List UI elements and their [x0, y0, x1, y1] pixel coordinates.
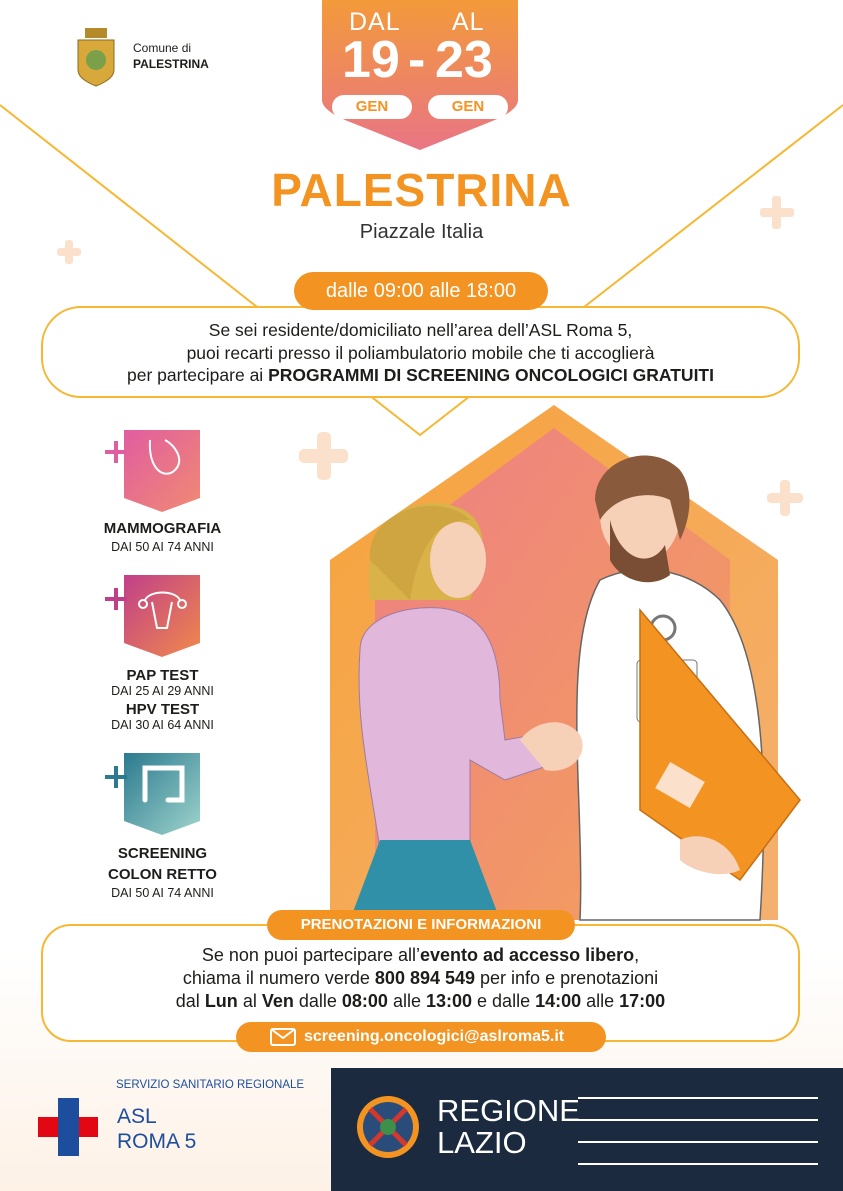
date-to-day: 23	[435, 31, 493, 89]
booking-line2-c: per info e prenotazioni	[475, 968, 659, 988]
regione-line1: REGIONE	[437, 1093, 580, 1128]
booking-line3-h: 13:00	[425, 991, 473, 1011]
booking-title: PRENOTAZIONI E INFORMAZIONI	[267, 910, 575, 940]
regione-line2: LAZIO	[437, 1125, 527, 1160]
ssr-label: SERVIZIO SANITARIO REGIONALE	[116, 1079, 305, 1091]
service-paptest-title: PAP TEST	[126, 667, 199, 684]
booking-line1	[41, 945, 800, 966]
intro-line3-prefix: per partecipare ai	[127, 365, 269, 385]
booking-line3-d: Ven	[261, 991, 294, 1011]
asl-line2: ROMA 5	[117, 1130, 197, 1153]
intro-line1: Se sei residente/domiciliato nell’area dell’ASL Roma 5,	[208, 320, 633, 340]
service-paptest-detail: DAI 25 AI 29 ANNI	[111, 684, 214, 698]
booking-line3-l: 17:00	[619, 991, 666, 1011]
booking-line1-c: ,	[634, 945, 640, 965]
comune-line1: Comune di	[133, 41, 192, 55]
email-address[interactable]: screening.oncologici@aslroma5.it	[304, 1028, 565, 1045]
email-link[interactable]	[236, 1022, 606, 1052]
toll-free-number[interactable]: 800 894 549	[374, 968, 476, 988]
booking-line3	[41, 991, 800, 1012]
booking-line3-a: dal	[175, 991, 205, 1011]
intro-box	[41, 306, 800, 398]
date-from-month: GEN	[332, 95, 412, 119]
asl-line1: ASL	[117, 1105, 157, 1128]
booking-line3-e: dalle	[293, 991, 342, 1011]
date-to-label: AL	[452, 8, 485, 36]
event-hours: dalle 09:00 alle 18:00	[294, 272, 548, 310]
service-colon-detail: DAI 50 AI 74 ANNI	[111, 886, 214, 900]
intro-line3-bold: PROGRAMMI DI SCREENING ONCOLOGICI GRATUITI	[268, 365, 714, 385]
comune-line2: PALESTRINA	[133, 57, 209, 71]
booking-line3-j: 14:00	[535, 991, 582, 1011]
comune-name	[133, 40, 209, 72]
uterus-icon	[105, 575, 200, 657]
date-from-day: 19	[342, 31, 400, 89]
date-separator: -	[408, 31, 426, 89]
date-to-month: GEN	[428, 95, 508, 119]
booking-line3-c: al	[237, 991, 262, 1011]
intro-line2: puoi recarti presso il poliambulatorio mobile che ti accoglierà	[186, 342, 655, 363]
booking-line1-b: evento ad accesso libero	[420, 945, 635, 965]
date-from-label: DAL	[349, 8, 401, 36]
booking-line3-f: 08:00	[341, 991, 388, 1011]
service-mammografia-detail: DAI 50 AI 74 ANNI	[111, 540, 214, 554]
booking-line2	[41, 968, 800, 989]
intro-line3	[43, 364, 798, 387]
service-hpvtest-title: HPV TEST	[125, 701, 200, 718]
booking-line2-a: chiama il numero verde	[182, 968, 375, 988]
booking-line3-b: Lun	[204, 991, 238, 1011]
colon-icon	[105, 753, 200, 835]
breast-icon	[105, 430, 200, 512]
event-place: Piazzale Italia	[359, 221, 484, 243]
service-colon-title: SCREENING	[117, 845, 208, 862]
service-colon-title2: COLON RETTO	[108, 866, 217, 883]
booking-line3-i: e dalle	[472, 991, 536, 1011]
event-city: PALESTRINA	[271, 164, 572, 216]
envelope-icon	[270, 1028, 296, 1046]
asl-name	[117, 1104, 196, 1154]
booking-line3-g: alle	[387, 991, 426, 1011]
service-hpvtest-detail: DAI 30 AI 64 ANNI	[111, 718, 214, 732]
comune-crest	[78, 28, 114, 86]
booking-line3-k: alle	[581, 991, 620, 1011]
regione-name	[437, 1095, 580, 1159]
service-mammografia-title: MAMMOGRAFIA	[103, 520, 222, 537]
booking-line1-a: Se non puoi partecipare all’	[201, 945, 421, 965]
asl-logo-cross	[38, 1098, 98, 1156]
footer-regione	[331, 1068, 843, 1191]
date-badge	[322, 0, 518, 148]
